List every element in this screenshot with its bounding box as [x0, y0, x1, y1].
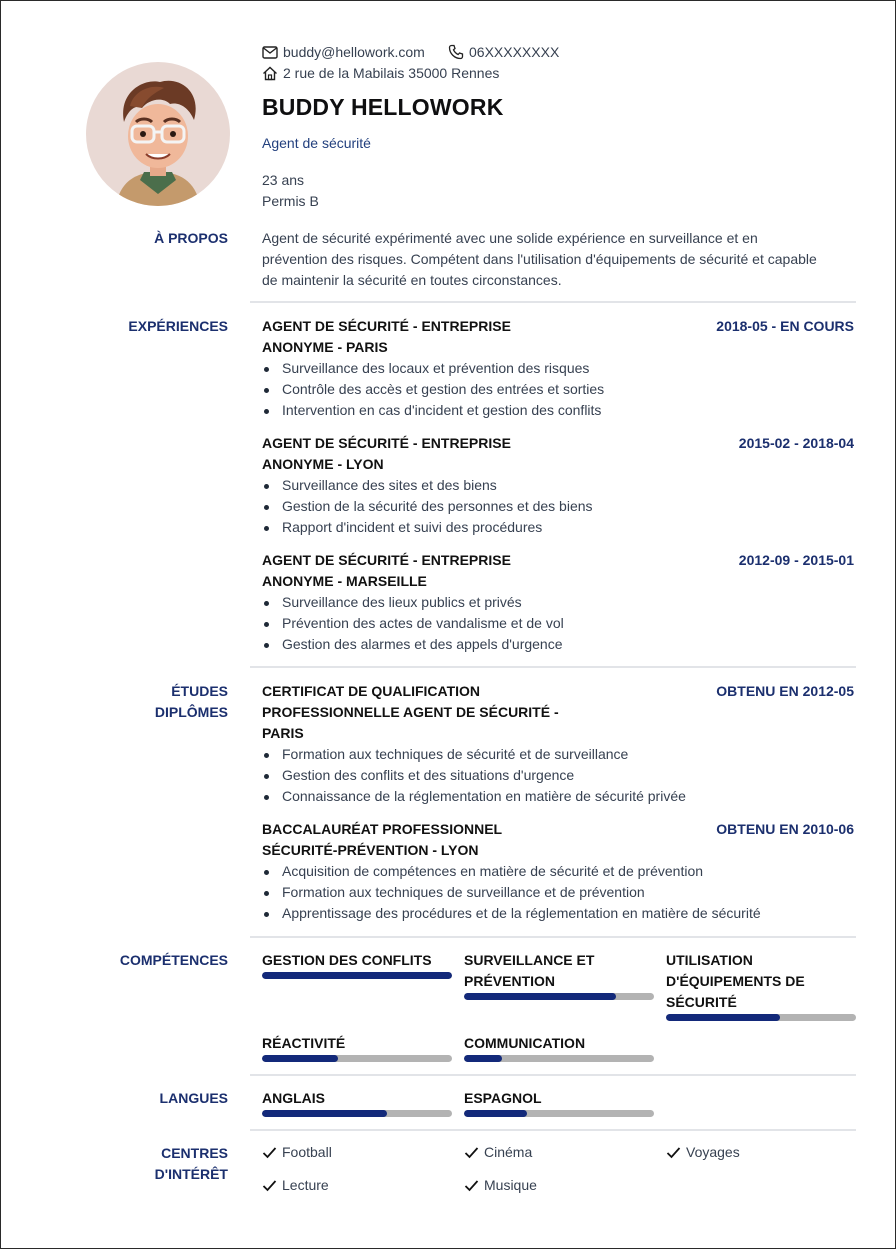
- section-label-interests: [155, 1143, 228, 1185]
- check-icon: [666, 1146, 681, 1159]
- skill-bar-fill: [262, 1055, 338, 1062]
- list-item: Formation aux techniques de sécurité et de surveillance: [262, 744, 852, 765]
- section-label-about: À PROPOS: [154, 230, 228, 246]
- education-bullets: [262, 861, 852, 924]
- experience-title: AGENT DE SÉCURITÉ - ENTREPRISE ANONYME - PARIS: [262, 318, 511, 355]
- experience-bullets: [262, 592, 852, 655]
- interest-item: [464, 1177, 537, 1193]
- experience-bullets: [262, 475, 852, 538]
- skill-name: RÉACTIVITÉ: [262, 1035, 346, 1051]
- profile-photo: [86, 62, 230, 206]
- address-text: 2 rue de la Mabilais 35000 Rennes: [283, 65, 500, 81]
- interest-label: Football: [282, 1144, 332, 1160]
- divider: [250, 1129, 856, 1131]
- section-label-education-line2: DIPLÔMES: [154, 704, 228, 720]
- experience-title: AGENT DE SÉCURITÉ - ENTREPRISE ANONYME - MARSEILLE: [262, 552, 511, 589]
- home-icon: [262, 66, 278, 81]
- language-bar-fill: [262, 1110, 387, 1117]
- section-label-experience: EXPÉRIENCES: [128, 318, 228, 334]
- divider: [250, 301, 856, 303]
- interest-item: [666, 1144, 740, 1160]
- email-contact: [262, 44, 425, 60]
- check-icon: [464, 1179, 479, 1192]
- experience-date: 2015-02 - 2018-04: [738, 435, 854, 451]
- about-text: Agent de sécurité expérimenté avec une solide expérience en surveillance et en prévention des risques. Compétent dans l'utilisation d'équipements de sécurité et capable de maintenir la sécurité en toutes circonstances.: [262, 230, 817, 288]
- list-item: Contrôle des accès et gestion des entrées et sorties: [262, 379, 852, 400]
- experience-date: 2018-05 - EN COURS: [716, 318, 854, 334]
- list-item: Apprentissage des procédures et de la réglementation en matière de sécurité: [262, 903, 852, 924]
- education-bullets: [262, 744, 852, 807]
- skill-name: GESTION DES CONFLITS: [262, 952, 432, 968]
- skill-item: [666, 950, 856, 1021]
- divider: [250, 1074, 856, 1076]
- skill-item: [262, 1033, 452, 1062]
- education-date: OBTENU EN 2012-05: [716, 683, 854, 699]
- language-item: [464, 1088, 654, 1117]
- list-item: Surveillance des locaux et prévention des risques: [262, 358, 852, 379]
- candidate-name: BUDDY HELLOWORK: [262, 94, 504, 120]
- interest-label: Cinéma: [484, 1144, 533, 1160]
- education-date: OBTENU EN 2010-06: [716, 821, 854, 837]
- skill-item: [464, 1033, 654, 1062]
- experience-title: AGENT DE SÉCURITÉ - ENTREPRISE ANONYME - LYON: [262, 435, 511, 472]
- skill-bar-fill: [464, 993, 616, 1000]
- phone-text[interactable]: 06XXXXXXXX: [469, 44, 560, 60]
- experience-date: 2012-09 - 2015-01: [738, 552, 854, 568]
- list-item: Prévention des actes de vandalisme et de vol: [262, 613, 852, 634]
- list-item: Gestion des alarmes et des appels d'urgence: [262, 634, 852, 655]
- section-label-interests-line1: CENTRES: [161, 1145, 228, 1161]
- section-label-education-line1: ÉTUDES: [171, 683, 228, 699]
- section-label-languages: LANGUES: [159, 1090, 228, 1106]
- skill-bar: [464, 1055, 654, 1062]
- skill-bar: [262, 1055, 452, 1062]
- language-name: ANGLAIS: [262, 1090, 325, 1106]
- list-item: Surveillance des lieux publics et privés: [262, 592, 852, 613]
- list-item: Gestion de la sécurité des personnes et des biens: [262, 496, 852, 517]
- skill-bar-fill: [464, 1055, 502, 1062]
- language-bar: [464, 1110, 654, 1117]
- divider: [250, 936, 856, 938]
- skill-bar-fill: [666, 1014, 780, 1021]
- interest-label: Musique: [484, 1177, 537, 1193]
- experience-bullets: [262, 358, 852, 421]
- language-bar-fill: [464, 1110, 527, 1117]
- interest-label: Lecture: [282, 1177, 329, 1193]
- skill-name: COMMUNICATION: [464, 1035, 586, 1051]
- skill-item: [464, 950, 654, 1000]
- interest-label: Voyages: [686, 1144, 740, 1160]
- check-icon: [262, 1146, 277, 1159]
- list-item: Intervention en cas d'incident et gestion des conflits: [262, 400, 852, 421]
- language-name: ESPAGNOL: [464, 1090, 542, 1106]
- list-item: Gestion des conflits et des situations d'urgence: [262, 765, 852, 786]
- interest-item: [262, 1177, 329, 1193]
- phone-icon: [448, 44, 464, 60]
- job-title: Agent de sécurité: [262, 135, 371, 151]
- skill-name: UTILISATION D'ÉQUIPEMENTS DE SÉCURITÉ: [666, 952, 805, 1010]
- skill-name: SURVEILLANCE ET PRÉVENTION: [464, 952, 595, 989]
- skill-bar-fill: [262, 972, 452, 979]
- education-title: BACCALAURÉAT PROFESSIONNEL SÉCURITÉ-PRÉVENTION - LYON: [262, 821, 502, 858]
- section-label-education: [155, 681, 228, 723]
- section-label-interests-line2: D'INTÉRÊT: [154, 1166, 228, 1182]
- list-item: Rapport d'incident et suivi des procédures: [262, 517, 852, 538]
- interest-item: [262, 1144, 332, 1160]
- interest-item: [464, 1144, 532, 1160]
- list-item: Surveillance des sites et des biens: [262, 475, 852, 496]
- list-item: Acquisition de compétences en matière de sécurité et de prévention: [262, 861, 852, 882]
- education-title: CERTIFICAT DE QUALIFICATION PROFESSIONNELLE AGENT DE SÉCURITÉ - PARIS: [262, 683, 559, 741]
- skill-bar: [464, 993, 654, 1000]
- skill-item: [262, 950, 452, 979]
- skill-bar: [666, 1014, 856, 1021]
- skill-bar: [262, 972, 452, 979]
- divider: [250, 666, 856, 668]
- language-item: [262, 1088, 452, 1117]
- list-item: Connaissance de la réglementation en matière de sécurité privée: [262, 786, 852, 807]
- driving-license: Permis B: [262, 193, 319, 209]
- address-contact: [262, 65, 499, 81]
- phone-contact: [448, 44, 559, 60]
- section-label-skills: COMPÉTENCES: [119, 952, 228, 968]
- age: 23 ans: [262, 172, 305, 188]
- check-icon: [262, 1179, 277, 1192]
- envelope-icon: [262, 46, 278, 59]
- list-item: Formation aux techniques de surveillance et de prévention: [262, 882, 852, 903]
- language-bar: [262, 1110, 452, 1117]
- email-text[interactable]: buddy@hellowork.com: [283, 44, 425, 60]
- check-icon: [464, 1146, 479, 1159]
